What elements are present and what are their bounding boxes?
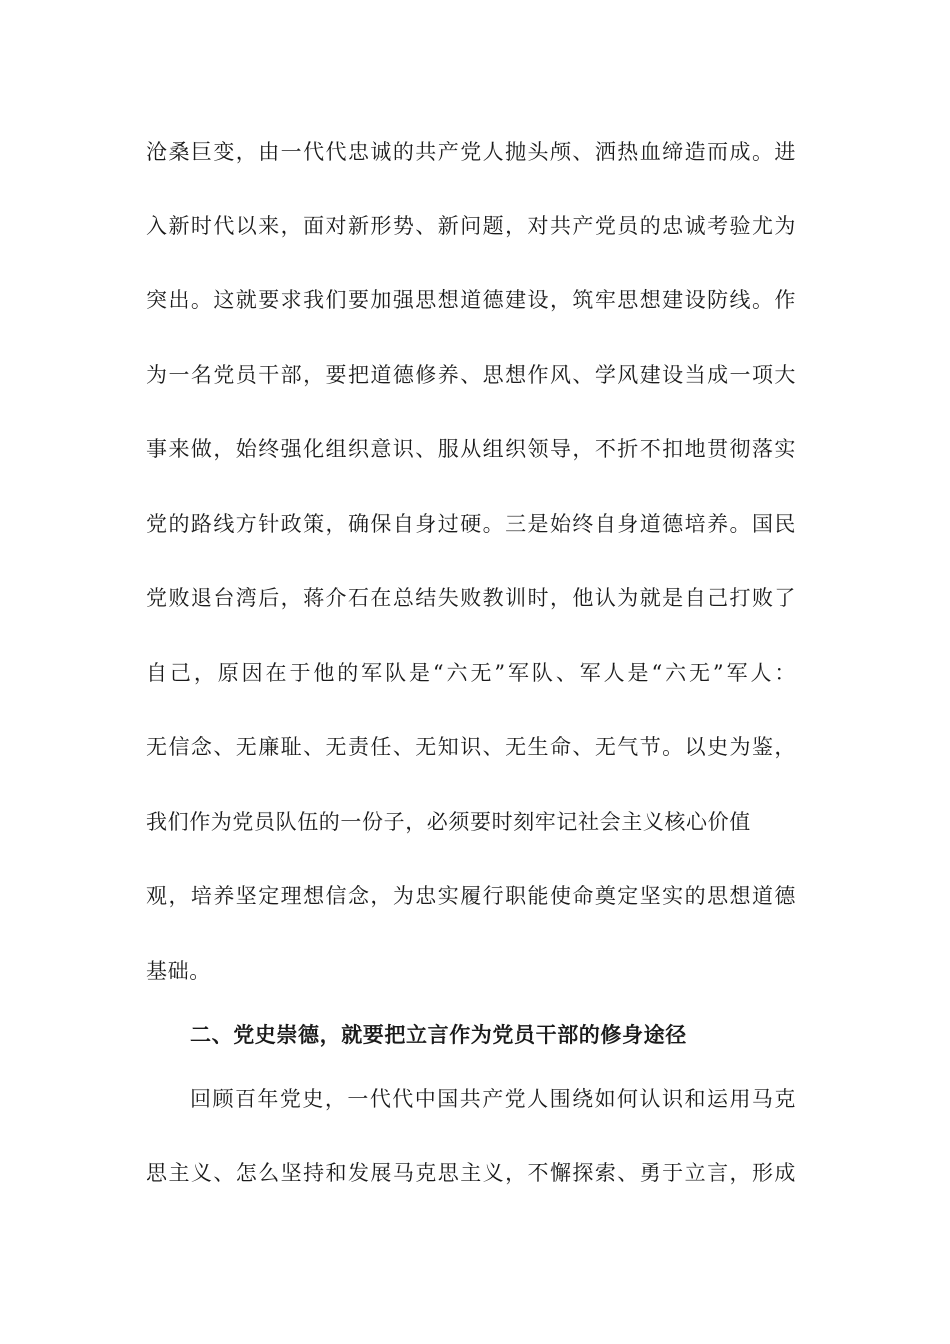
paragraph-line: 入新时代以来，面对新形势、新问题，对共产党员的忠诚考验尤为 (146, 214, 796, 238)
paragraph-line-indented: 回顾百年党史，一代代中国共产党人围绕如何认识和运用马克 (190, 1087, 796, 1111)
paragraph-line: 思主义、怎么坚持和发展马克思主义，不懈探索、勇于立言，形成 (146, 1161, 796, 1185)
paragraph-line: 为一名党员干部，要把道德修养、思想作风、学风建设当成一项大 (146, 363, 796, 387)
paragraph-line: 党的路线方针政策，确保自身过硬。三是始终自身道德培养。国民 (146, 512, 796, 536)
paragraph-line-last: 基础。 (146, 959, 211, 983)
paragraph-line: 观，培养坚定理想信念，为忠实履行职能使命奠定坚实的思想道德 (146, 884, 796, 908)
paragraph-line: 无信念、无廉耻、无责任、无知识、无生命、无气节。以史为鉴， (146, 735, 796, 759)
paragraph-line: 沧桑巨变，由一代代忠诚的共产党人抛头颅、洒热血缔造而成。进 (146, 140, 796, 164)
paragraph-line: 自己，原因在于他的军队是“六无”军队、军人是“六无”军人： (146, 661, 796, 685)
paragraph-line: 我们作为党员队伍的一份子，必须要时刻牢记社会主义核心价值 (146, 810, 751, 834)
paragraph-line: 事来做，始终强化组织意识、服从组织领导，不折不扣地贯彻落实 (146, 437, 796, 461)
section-heading: 二、党史崇德，就要把立言作为党员干部的修身途径 (190, 1022, 687, 1047)
paragraph-line: 突出。这就要求我们要加强思想道德建设，筑牢思想建设防线。作 (146, 288, 796, 312)
paragraph-line: 党败退台湾后，蒋介石在总结失败教训时，他认为就是自己打败了 (146, 586, 796, 610)
